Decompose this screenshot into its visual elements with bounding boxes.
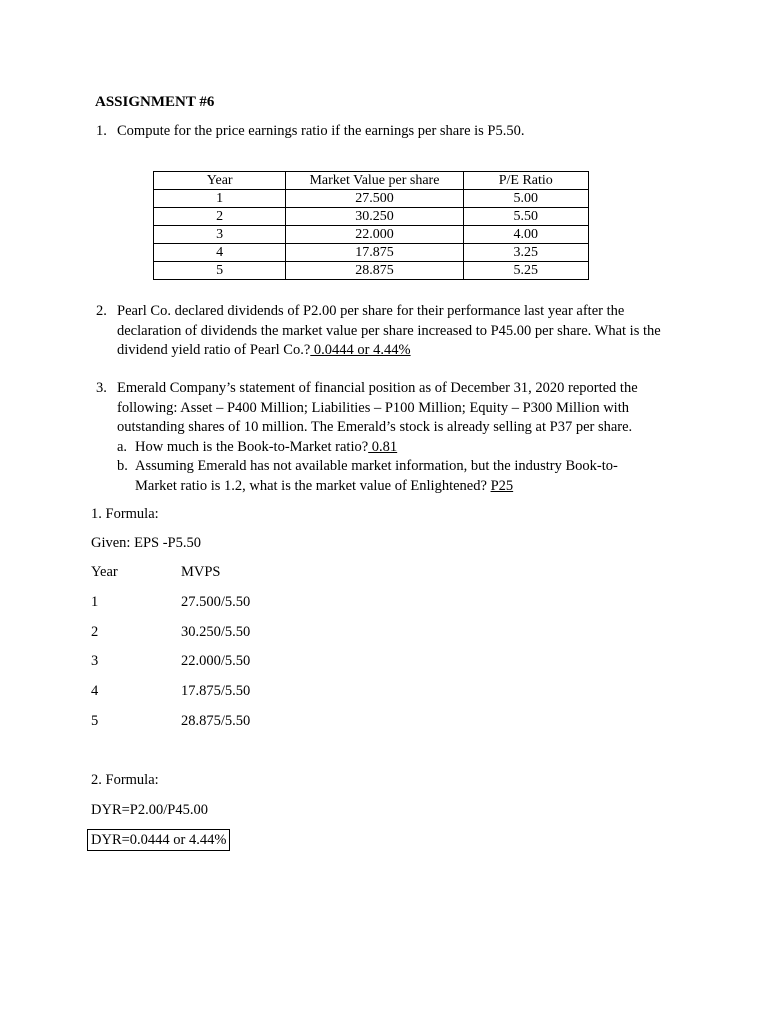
question-1-text: Compute for the price earnings ratio if the earnings per share is P5.50. [117, 123, 525, 139]
question-3-body [117, 379, 669, 496]
table-cell-pe-ratio: 5.00 [463, 190, 588, 208]
solution-1-mvps: 30.250/5.50 [181, 624, 251, 640]
solution-1-heading: 1. Formula: [91, 506, 159, 522]
list-item [0, 713, 768, 733]
solution-1-col-mvps: MVPS [181, 564, 221, 580]
table-cell-year: 5 [154, 262, 286, 280]
solution-1-mvps: 27.500/5.50 [181, 594, 251, 610]
list-item [0, 653, 768, 673]
table-cell-market-value: 22.000 [286, 226, 463, 244]
solution-1-mvps: 28.875/5.50 [181, 713, 251, 729]
question-2-text: Pearl Co. declared dividends of P2.00 per share for their performance last year after the declaration of dividends the market value per share increased to P45.00 per share. What is the dividend yield ratio of Pearl Co.? [117, 303, 661, 358]
question-3a-answer: 0.81 [368, 438, 398, 455]
question-3a-letter: a. [117, 438, 128, 455]
table-row [154, 244, 589, 262]
solution-1-mvps: 17.875/5.50 [181, 683, 251, 699]
question-3b [117, 457, 649, 496]
solution-1-year: 5 [91, 713, 99, 729]
solution-2-boxed-answer: DYR=0.0444 or 4.44% [87, 829, 230, 851]
table-cell-market-value: 27.500 [286, 190, 463, 208]
question-3 [96, 379, 686, 496]
question-1 [96, 123, 525, 140]
table-header-market-value: Market Value per share [286, 172, 463, 190]
question-2-body [117, 302, 669, 361]
table-header-row [154, 172, 589, 190]
table-cell-market-value: 28.875 [286, 262, 463, 280]
solution-1-given: Given: EPS -P5.50 [91, 535, 201, 551]
table-row [154, 208, 589, 226]
list-item [0, 594, 768, 614]
question-2-number: 2. [96, 303, 107, 319]
question-3b-answer: P25 [490, 477, 514, 494]
table-cell-year: 3 [154, 226, 286, 244]
question-3a [117, 438, 669, 458]
pe-ratio-table [153, 171, 589, 280]
table-cell-pe-ratio: 5.50 [463, 208, 588, 226]
table-header-year: Year [154, 172, 286, 190]
solution-1-year: 3 [91, 653, 99, 669]
table-row [154, 262, 589, 280]
solution-1-header-row [0, 564, 768, 584]
table-cell-year: 1 [154, 190, 286, 208]
table-cell-pe-ratio: 4.00 [463, 226, 588, 244]
solution-1-year: 1 [91, 594, 99, 610]
question-3a-text: How much is the Book-to-Market ratio? [135, 438, 369, 455]
table-row [154, 190, 589, 208]
list-item [0, 624, 768, 644]
solution-2-heading: 2. Formula: [91, 772, 159, 788]
table-header-pe-ratio: P/E Ratio [463, 172, 588, 190]
table-cell-pe-ratio: 3.25 [463, 244, 588, 262]
question-3-text: Emerald Company’s statement of financial position as of December 31, 2020 reported the following: Asset – P400 Million; Liabilities – P100 Million; Equity – P300 Million with outstanding shares of 10 million. The Emerald’s stock is already selling at P37 per share. [117, 380, 638, 435]
solution-1-col-year: Year [91, 564, 118, 580]
table-cell-year: 4 [154, 244, 286, 262]
solution-2-formula: DYR=P2.00/P45.00 [91, 802, 208, 818]
assignment-title: ASSIGNMENT #6 [95, 94, 215, 110]
table-cell-market-value: 17.875 [286, 244, 463, 262]
list-item [0, 683, 768, 703]
question-3b-letter: b. [117, 458, 128, 474]
question-3-number: 3. [96, 380, 107, 396]
table-cell-pe-ratio: 5.25 [463, 262, 588, 280]
solution-1-year: 2 [91, 624, 99, 640]
solution-1-mvps: 22.000/5.50 [181, 653, 251, 669]
solution-1-year: 4 [91, 683, 99, 699]
table-cell-year: 2 [154, 208, 286, 226]
question-3b-text: Assuming Emerald has not available market information, but the industry Book-to-Market ratio is 1.2, what is the market value of Enlightened? [135, 458, 618, 494]
question-2-answer: 0.0444 or 4.44% [310, 342, 411, 358]
table-row [154, 226, 589, 244]
question-2 [96, 302, 686, 361]
question-1-number: 1. [96, 123, 107, 139]
table-cell-market-value: 30.250 [286, 208, 463, 226]
